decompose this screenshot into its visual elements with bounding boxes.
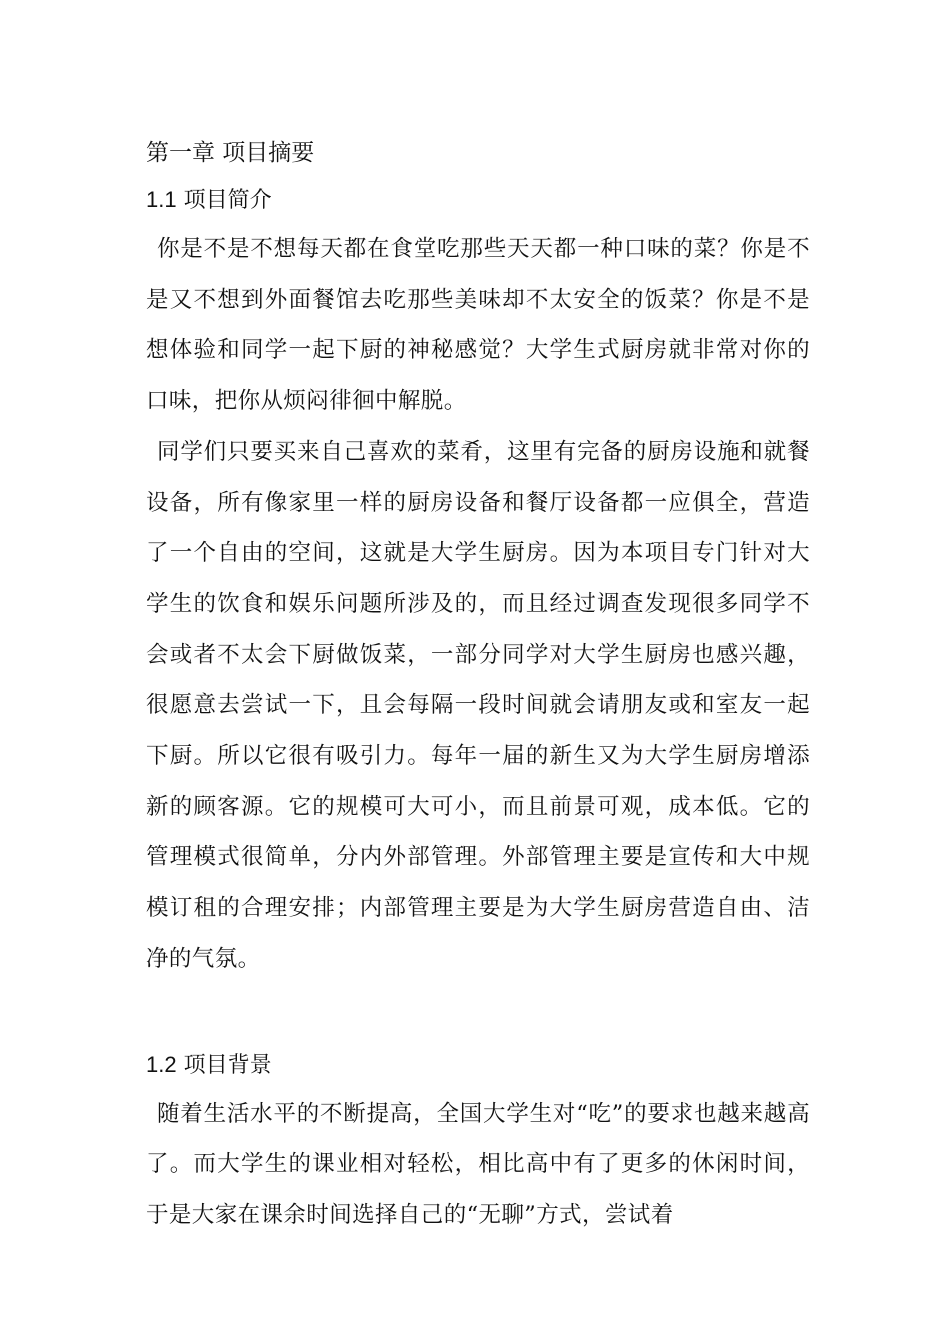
document-body	[146, 130, 810, 1241]
paragraph: 你是不是不想每天都在食堂吃那些天天都一种口味的菜？你是不是又不想到外面餐馆去吃那些美味却不太安全的饭菜？你是不是想体验和同学一起下厨的神秘感觉？大学生式厨房就非常对你的口味，把你从烦闷徘徊中解脱。	[146, 236, 810, 415]
paragraph: 同学们只要买来自己喜欢的菜肴，这里有完备的厨房设施和就餐设备，所有像家里一样的厨房设备和餐厅设备都一应俱全，营造了一个自由的空间，这就是大学生厨房。因为本项目专门针对大学生的饮食和娱乐问题所涉及的，而且经过调查发现很多同学不会或者不太会下厨做饭菜，一部分同学对大学生厨房也感兴趣，很愿意去尝试一下，且会每隔一段时间就会请朋友或和室友一起下厨。所以它很有吸引力。每年一届的新生又为大学生厨房增添新的顾客源。它的规模可大可小，而且前景可观，成本低。它的管理模式很简单，分内外部管理。外部管理主要是宣传和大中规模订租的合理安排；内部管理主要是为大学生厨房营造自由、洁净的气氛。	[146, 438, 810, 972]
paragraph: 随着生活水平的不断提高，全国大学生对“吃”的要求也越来越高了。而大学生的课业相对轻松，相比高中有了更多的休闲时间，于是大家在课余时间选择自己的“无聊”方式，尝试着	[146, 1100, 810, 1228]
section-number: 1.2	[146, 1051, 177, 1077]
blank-line	[146, 985, 810, 1041]
section-title: 项目背景	[183, 1052, 272, 1078]
chapter-title: 第一章 项目摘要	[146, 140, 315, 166]
section-number: 1.1	[146, 187, 177, 212]
section-title: 项目简介	[183, 188, 272, 213]
section-heading-1-1	[146, 176, 810, 224]
section-heading-1-2	[146, 1041, 810, 1089]
